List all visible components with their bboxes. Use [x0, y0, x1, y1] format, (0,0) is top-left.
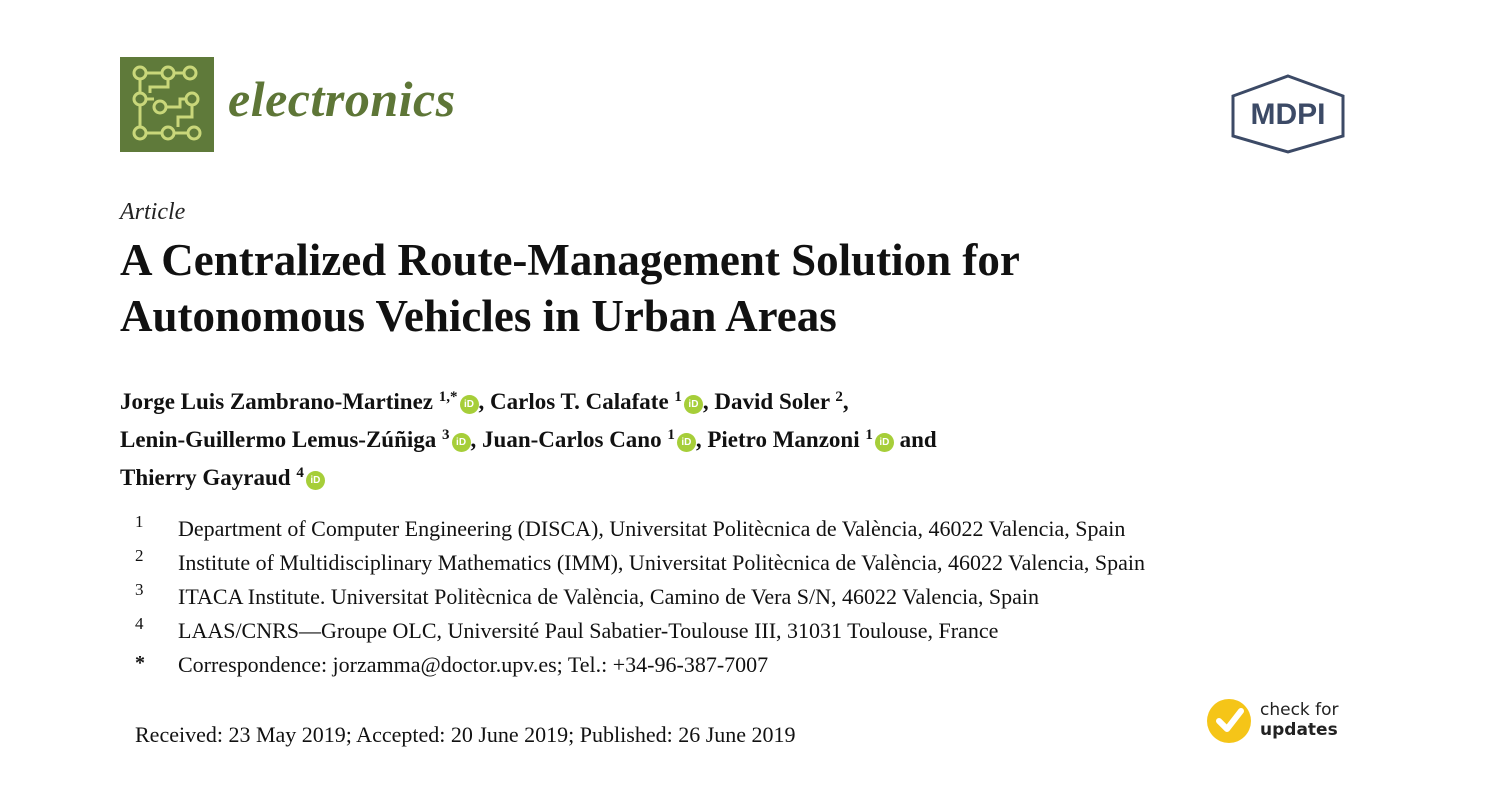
- affiliation-item: 4 LAAS/CNRS—Groupe OLC, Université Paul Sabatier-Toulouse III, 31031 Toulouse, France: [135, 614, 999, 643]
- correspondence: * Correspondence: jorzamma@doctor.upv.es; Tel.: +34-96-387-7007: [135, 652, 769, 677]
- check-updates-line1: check for: [1260, 700, 1339, 720]
- journal-logo-icon: [120, 57, 214, 152]
- journal-name: electronics: [228, 71, 456, 127]
- publisher-name: MDPI: [1250, 98, 1326, 131]
- author[interactable]: Juan-Carlos Cano $^1$ iD: [482, 427, 696, 452]
- author[interactable]: Carlos T. Calafate $^1$ iD: [490, 389, 703, 414]
- mdpi-logo-icon: [1228, 74, 1348, 154]
- title-line-2: Autonomous Vehicles in Urban Areas: [120, 291, 837, 341]
- orcid-icon[interactable]: iD: [460, 395, 479, 414]
- orcid-icon[interactable]: iD: [875, 433, 894, 452]
- author-list: Jorge Luis Zambrano-Martinez $^{1,*}$ iD , Carlos T. Calafate $^1$ iD , David Soler $^2$, Lenin-Guillermo Lemus-Zúñiga $^3$ iD , Juan-Carlos Cano $^1$ iD , Pietro Manzoni $^1$ iD and Thierry Gayraud $^4$ iD: [120, 389, 937, 490]
- affiliation-item: 1 Department of Computer Engineering (DISCA), Universitat Politècnica de València, 46022 Valencia, Spain: [135, 512, 1126, 541]
- article-title: [120, 232, 1270, 344]
- orcid-icon[interactable]: iD: [677, 433, 696, 452]
- affiliation-list: [135, 514, 1435, 684]
- title-line-1: A Centralized Route-Management Solution for: [120, 235, 1020, 285]
- author[interactable]: Jorge Luis Zambrano-Martinez $^{1,*}$ iD: [120, 389, 479, 414]
- orcid-icon[interactable]: iD: [684, 395, 703, 414]
- orcid-icon[interactable]: iD: [452, 433, 471, 452]
- affiliation-item: 2 Institute of Multidisciplinary Mathematics (IMM), Universitat Politècnica de València, 46022 Valencia, Spain: [135, 546, 1145, 575]
- author[interactable]: David Soler $^2$: [714, 389, 843, 414]
- author[interactable]: Thierry Gayraud $^4$ iD: [120, 465, 325, 490]
- check-updates-icon: [1205, 697, 1253, 745]
- check-for-updates-button[interactable]: [1205, 697, 1355, 749]
- author[interactable]: Pietro Manzoni $^1$ iD: [707, 427, 894, 452]
- affiliation-item: 3 ITACA Institute. Universitat Politècnica de València, Camino de Vera S/N, 46022 Valencia, Spain: [135, 580, 1039, 609]
- author[interactable]: Lenin-Guillermo Lemus-Zúñiga $^3$ iD: [120, 427, 471, 452]
- orcid-icon[interactable]: iD: [306, 471, 325, 490]
- publication-dates: Received: 23 May 2019; Accepted: 20 June 2019; Published: 26 June 2019: [135, 722, 796, 747]
- check-updates-line2: updates: [1260, 720, 1338, 740]
- article-type: Article: [120, 199, 186, 225]
